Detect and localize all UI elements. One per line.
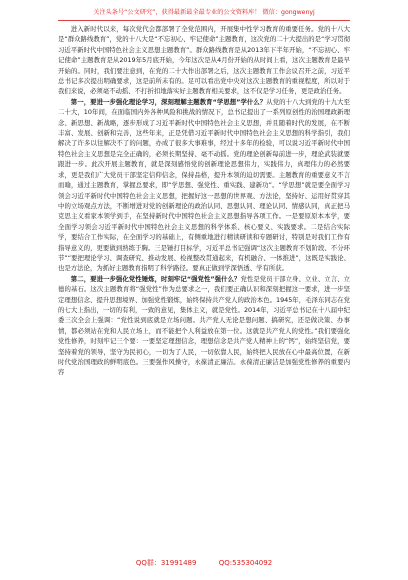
- footer-contacts: [58, 556, 350, 570]
- paragraph-intro: 进入新时代以来，每次党代会都部署了全党范围内，开展集中性学习教育的重要任务。党的十八大是“群众路线教育”，党的十八大是“不忘初心、牢记使命”主题教育，这次党的二十大提出的是“学习贯彻习近平新时代中国特色社会主义思想主题教育”。群众路线教育是从2013年下半年开始，“不忘初心、牢记使命”主题教育是从2019年5月底开始，今年这次是从4月份开始的从时间上看，这次主题教育是最早开始的。同时，我们要注意到，在党的二十大作出部署之后，这次主题教育工作会议召开之前，习近平总书记多次提出明确要求，这是前所未有的。足可以看出党中央对这次主题教育的重视程度，所以对于我们来说，必须毫不动摇、不打折扣地落实好主题教育相关要求，这不仅是学习任务，更是政治任务。: [58, 25, 350, 96]
- document-body: [58, 24, 350, 552]
- paragraph-section-1: [58, 97, 350, 274]
- footer-qq-group: QQ群：31991489: [135, 559, 197, 567]
- paragraph-section-2: [58, 274, 350, 378]
- section-2-text: 党性是党员干部立身、立业、立言、立德的基石。这次主题教育将“强党性”作为总要求之一，我们要正确认识和深刻把握这一要求，进一步坚定理想信念、提升思想境界、加强党性锻炼，始终保持共产党人的政治本色。1945年，毛泽东同志在党的七大上指出，一切的有利，一致的意见，集体主义，就是党性。2014年，习近平总书记在十八届中纪委三次全会上强调：“党性说到底就是立场问题。共产党人无论是想问题、搞研究，还是做决策、办事情，都必须站在党和人民立场上，而不能把个人利益放在第一位。这就是共产党人的党性。”我们要强化党性修养，时刻牢记三个要：一要坚定理想信念，理想信念是共产党人精神上的“钙”，始终坚信党，要坚持着党的领导，坚守为民初心，一切为了人民，一切依靠人民，始终把人民放在心中最高位置，在新时代党治国理政的鲜明底色。三要强作风操守，永葆清正廉洁。永葆清正廉洁是加强党性修养的重要内容: [58, 274, 350, 377]
- section-1-text: 从党的十八大到党的十九大至二十大，10年间，在面临国内外各种风险和挑战的情况下，总书记提出了一系列原创性的治国理政新理念、新思想、新战略，逐步形成了习近平新时代中国特色社会主义思想，并且随着时代的发展，在不断丰富、发展、创新和完善，这些年来，正是凭借习近平新时代中国特色社会主义思想的科学指引，我们解决了许多以往解决不了的问题，办成了很多大事难事，经过十多年的检验，可以说习近平新时代中国特色社会主义思想是完全正确的，必须长期坚持、毫不动摇。党的理论创新每前进一步，理论武装就要跟进一步。此次开展主题教育，就是深刻感悟党的创新理论思想伟力，实践伟力，真理伟力的必然要求，更是我们广大党员干部坚定信仰信念，保持品格，提升本领的迫切需要。主题教育的重要意义不言而喻，通过主题教育，掌握总要求，即“学思想、强党性、重实践、建新功”。“学思想”就是要全面学习领会习近平新时代中国特色社会主义思想，把握好这一思想的世界观、方法论，坚持好、运用好贯穿其中的立场观点方法，不断增进对党的创新理论的政治认同、思想认同、理论认同、情感认同，真正把马克思主义看家本领学到手，在坚持新时代中国特色社会主义思想指导各项工作。一是要原原本本学，要全面学习领会习近平新时代中国特色社会主义思想的科学体系、核心要义、实践要求。二是结合实际学，要结合工作实际，在全面学习的基础上，有侧重地进行精读研读和专题研讨，特别是对我们工作有指导意义的，更要做到熟练于胸。三是锤打目标学，习近平总书记强调“这次主题教育不划阶段、不分环节”“要把理论学习、调查研究、推动发展、检视整改贯通起来，有机融合、一体推进”，这既是实践论、也是方法论，为抓好主题教育指明了科学路径。要真正做到学深悟透、学有所获。: [58, 97, 350, 273]
- section-heading-2: 第二，要进一步强化党性锤炼，时刻牢记“强党性”强什么？: [70, 274, 241, 283]
- header-banner: 关注头条号“公文研究”，获得最新最全最专业的公文资料库！ 微信：gongwenyj: [58, 6, 350, 21]
- footer-qq-number: QQ:535304092: [218, 559, 273, 567]
- section-heading-1: 第一，要进一步强化理论学习，深刻理解主题教育“学思想”学什么？: [70, 97, 267, 106]
